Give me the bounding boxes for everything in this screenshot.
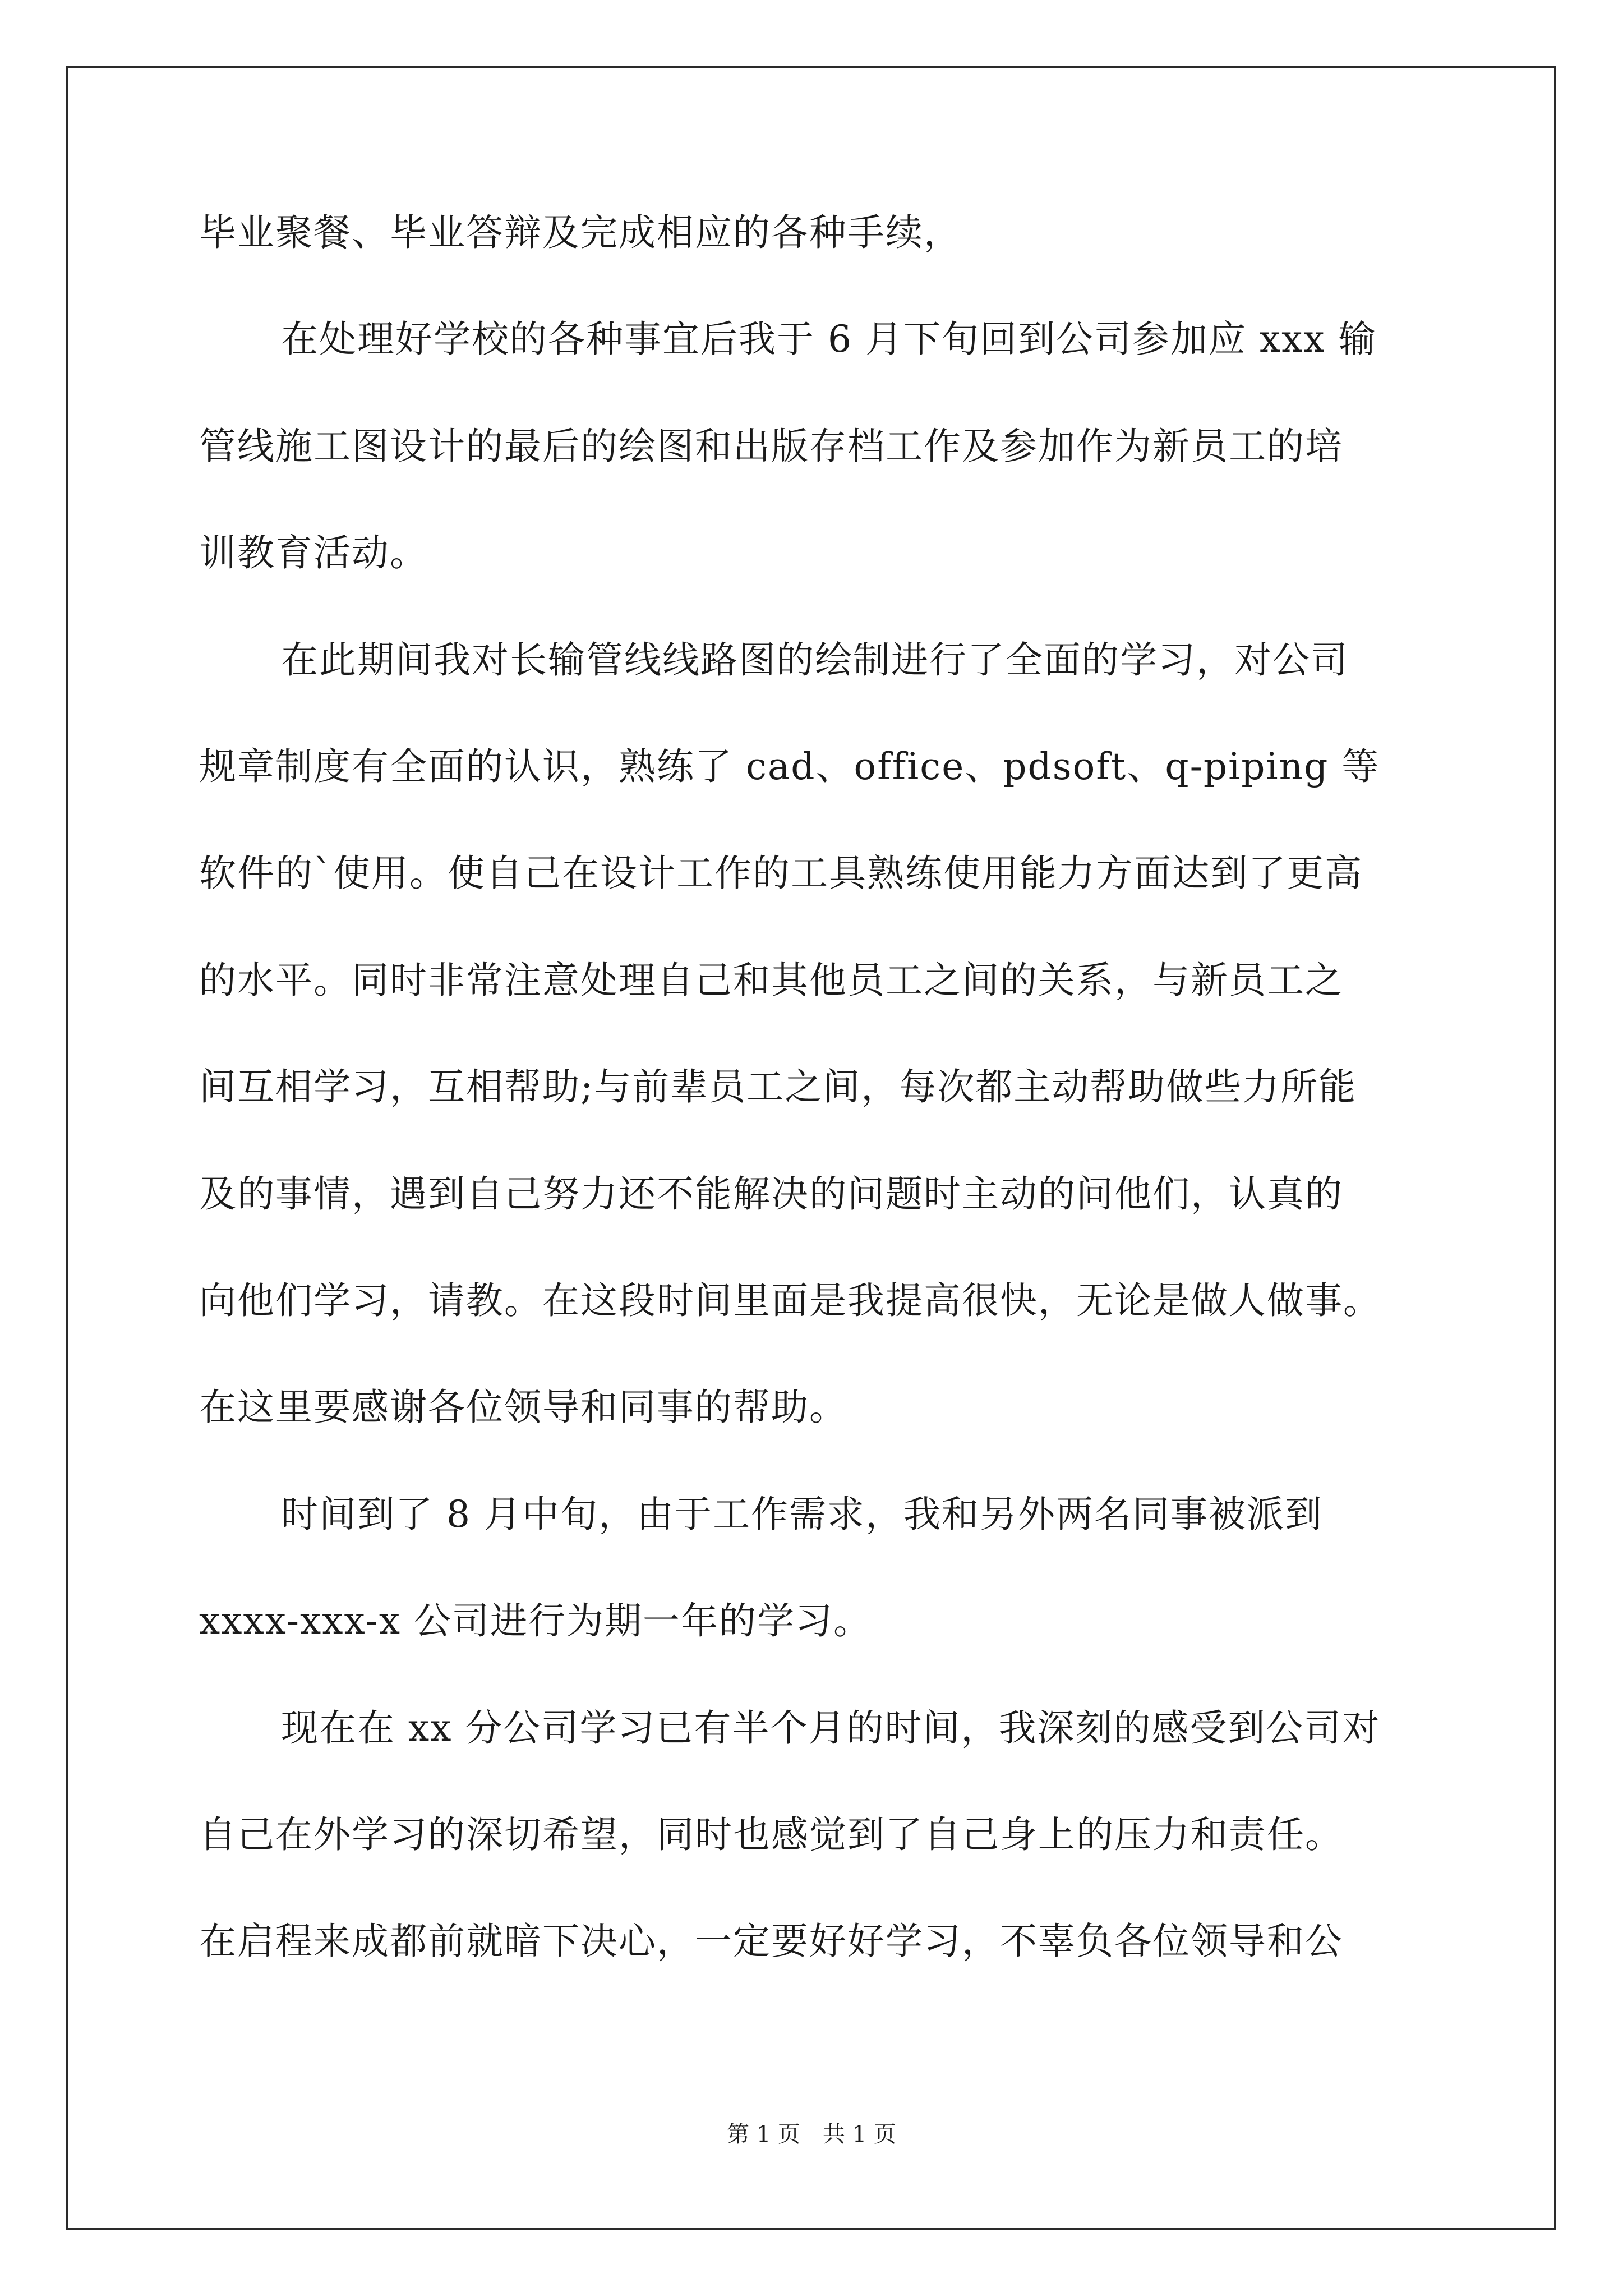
text-line: 自己在外学习的深切希望，同时也感觉到了自己身上的压力和责任。 (199, 1813, 1343, 1856)
page-border (66, 66, 1556, 2230)
text-line: 及的事情，遇到自己努力还不能解决的问题时主动的问他们，认真的 (199, 1172, 1343, 1216)
text-line: 现在在 xx 分公司学习已有半个月的时间，我深刻的感受到公司对 (281, 1706, 1381, 1750)
text-line: 规章制度有全面的认识，熟练了 cad、office、pdsoft、q-piping 等 (199, 745, 1380, 788)
text-line: 向他们学习，请教。在这段时间里面是我提高很快，无论是做人做事。 (199, 1279, 1381, 1322)
text-line: 毕业聚餐、毕业答辩及完成相应的各种手续， (199, 211, 962, 254)
text-line: 在此期间我对长输管线线路图的绘制进行了全面的学习，对公司 (281, 638, 1349, 682)
text-line: 在处理好学校的各种事宜后我于 6 月下旬回到公司参加应 xxx 输 (281, 318, 1377, 361)
text-line: 时间到了 8 月中旬，由于工作需求，我和另外两名同事被派到 (281, 1493, 1323, 1536)
text-line: 训教育活动。 (199, 531, 428, 574)
text-line: xxxx-xxx-x 公司进行为期一年的学习。 (199, 1599, 872, 1642)
page-footer: 第 1 页 共 1 页 (727, 2122, 896, 2147)
text-line: 软件的`使用。使自己在设计工作的工具熟练使用能力方面达到了更高 (199, 852, 1363, 895)
text-line: 间互相学习，互相帮助;与前辈员工之间，每次都主动帮助做些力所能 (199, 1065, 1357, 1108)
text-line: 在启程来成都前就暗下决心，一定要好好学习，不辜负各位领导和公 (199, 1920, 1343, 1963)
text-line: 的水平。同时非常注意处理自己和其他员工之间的关系，与新员工之 (199, 959, 1343, 1002)
text-line: 在这里要感谢各位领导和同事的帮助。 (199, 1386, 847, 1429)
text-line: 管线施工图设计的最后的绘图和出版存档工作及参加作为新员工的培 (199, 425, 1343, 468)
